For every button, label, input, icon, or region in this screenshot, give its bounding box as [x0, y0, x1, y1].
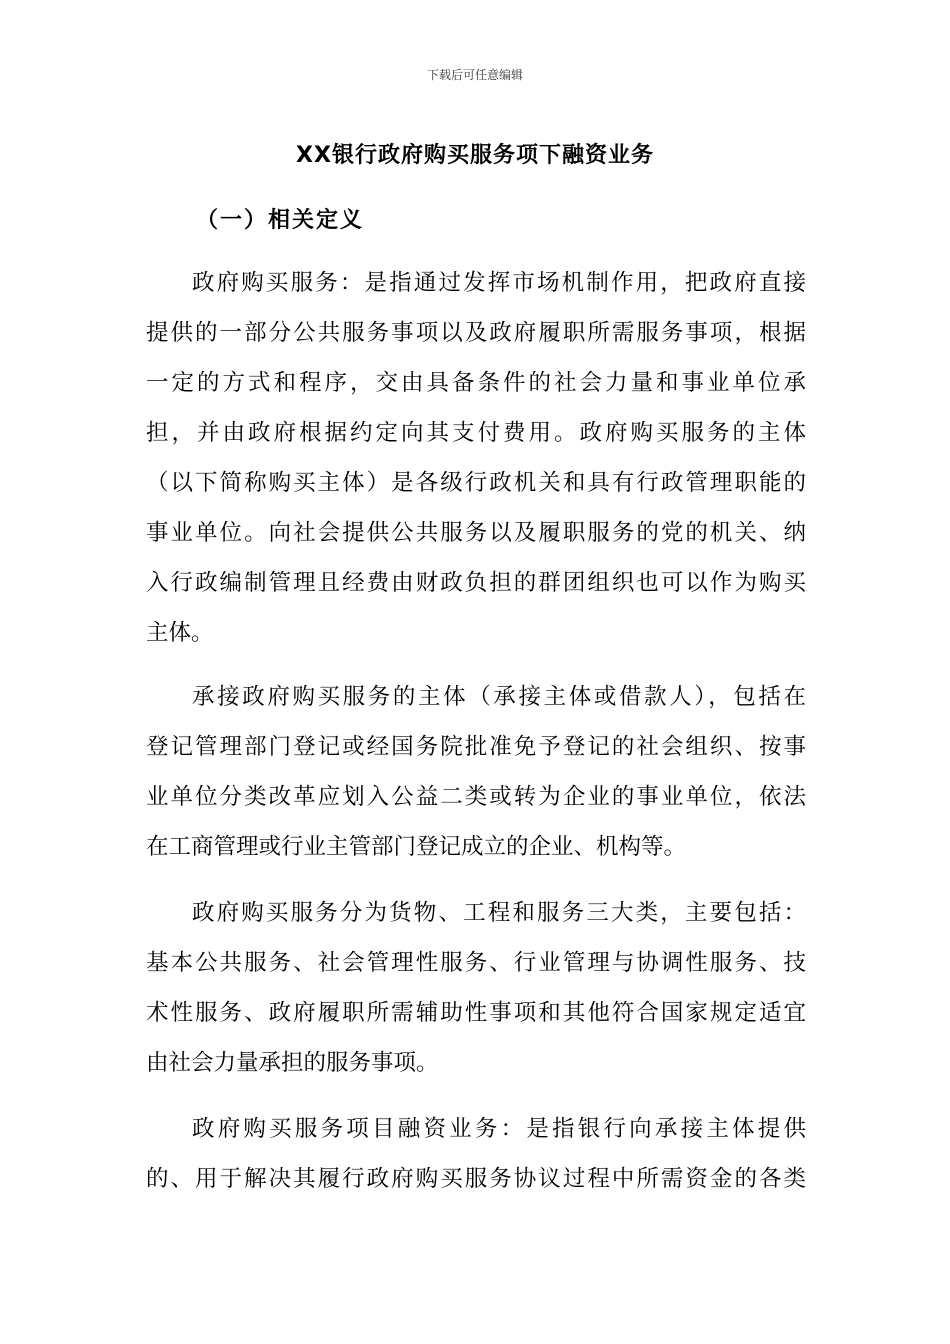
- paragraph-line: 在工商管理或行业主管部门登记成立的企业、机构等。: [146, 834, 687, 860]
- paragraph-line: 基本公共服务、社会管理性服务、行业管理与协调性服务、技: [146, 950, 806, 976]
- paragraph-line: 政府购买服务：是指通过发挥市场机制作用，把政府直接: [192, 270, 806, 296]
- paragraph-line: 政府购买服务项目融资业务：是指银行向承接主体提供: [192, 1116, 806, 1142]
- paragraph-line: 登记管理部门登记或经国务院批准免予登记的社会组织、按事: [146, 734, 806, 760]
- paragraph-3: [146, 888, 806, 1088]
- paragraph-line: 术性服务、政府履职所需辅助性事项和其他符合国家规定适宜: [146, 1000, 806, 1026]
- paragraph-line: （以下简称购买主体）是各级行政机关和具有行政管理职能的: [146, 470, 806, 496]
- paragraph-line: 由社会力量承担的服务事项。: [146, 1050, 439, 1076]
- paragraph-line: 事业单位。向社会提供公共服务以及履职服务的党的机关、纳: [146, 520, 806, 546]
- paragraph-line: 承接政府购买服务的主体（承接主体或借款人），包括在: [192, 684, 806, 710]
- paragraph-line: 提供的一部分公共服务事项以及政府履职所需服务事项，根据: [146, 320, 806, 346]
- paragraph-line: 政府购买服务分为货物、工程和服务三大类，主要包括：: [192, 900, 806, 926]
- paragraph-line: 担，并由政府根据约定向其支付费用。政府购买服务的主体: [146, 420, 806, 446]
- paragraph-4: [146, 1104, 806, 1204]
- paragraph-line: 入行政编制管理且经费由财政负担的群团组织也可以作为购买: [146, 570, 806, 596]
- paragraph-2: [146, 672, 806, 872]
- paragraph-line: 业单位分类改革应划入公益二类或转为企业的事业单位，依法: [146, 784, 806, 810]
- paragraph-1: [146, 258, 806, 658]
- paragraph-line: 一定的方式和程序，交由具备条件的社会力量和事业单位承: [146, 370, 806, 396]
- section-heading: （一）相关定义: [196, 208, 365, 233]
- page-header-note: 下载后可任意编辑: [426, 68, 523, 82]
- document-title: XX银行政府购买服务项下融资业务: [296, 143, 654, 168]
- paragraph-line: 主体。: [146, 620, 214, 646]
- paragraph-line: 的、用于解决其履行政府购买服务协议过程中所需资金的各类: [146, 1166, 806, 1192]
